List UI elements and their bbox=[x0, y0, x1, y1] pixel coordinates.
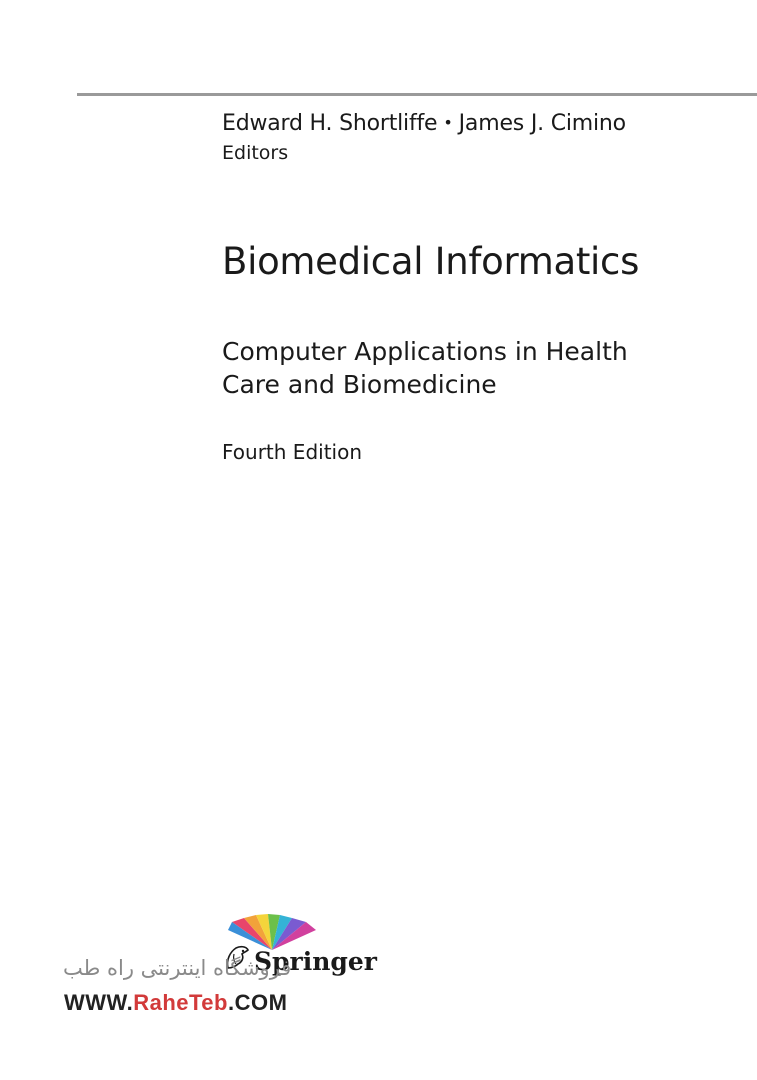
publisher-logo-text: Springer bbox=[254, 947, 377, 976]
edition-label: Fourth Edition bbox=[222, 440, 362, 464]
book-subtitle bbox=[222, 335, 662, 401]
editors-label: Editors bbox=[222, 142, 289, 164]
watermark-persian-text: فروشگاه اینترنتی راه طب bbox=[63, 956, 292, 980]
author-separator: • bbox=[443, 113, 453, 132]
subtitle-line-2: Care and Biomedicine bbox=[222, 370, 497, 399]
watermark-url-prefix: WWW. bbox=[64, 990, 134, 1015]
author-second: James J. Cimino bbox=[458, 111, 626, 136]
subtitle-line-1: Computer Applications in Health bbox=[222, 337, 628, 366]
book-title: Biomedical Informatics bbox=[222, 240, 640, 283]
authors-line bbox=[222, 111, 626, 136]
watermark-url bbox=[64, 990, 287, 1016]
top-rule bbox=[77, 93, 757, 96]
watermark-url-suffix: .COM bbox=[227, 990, 288, 1015]
watermark-url-brand: RaheTeb bbox=[133, 990, 228, 1015]
author-first: Edward H. Shortliffe bbox=[222, 111, 438, 136]
